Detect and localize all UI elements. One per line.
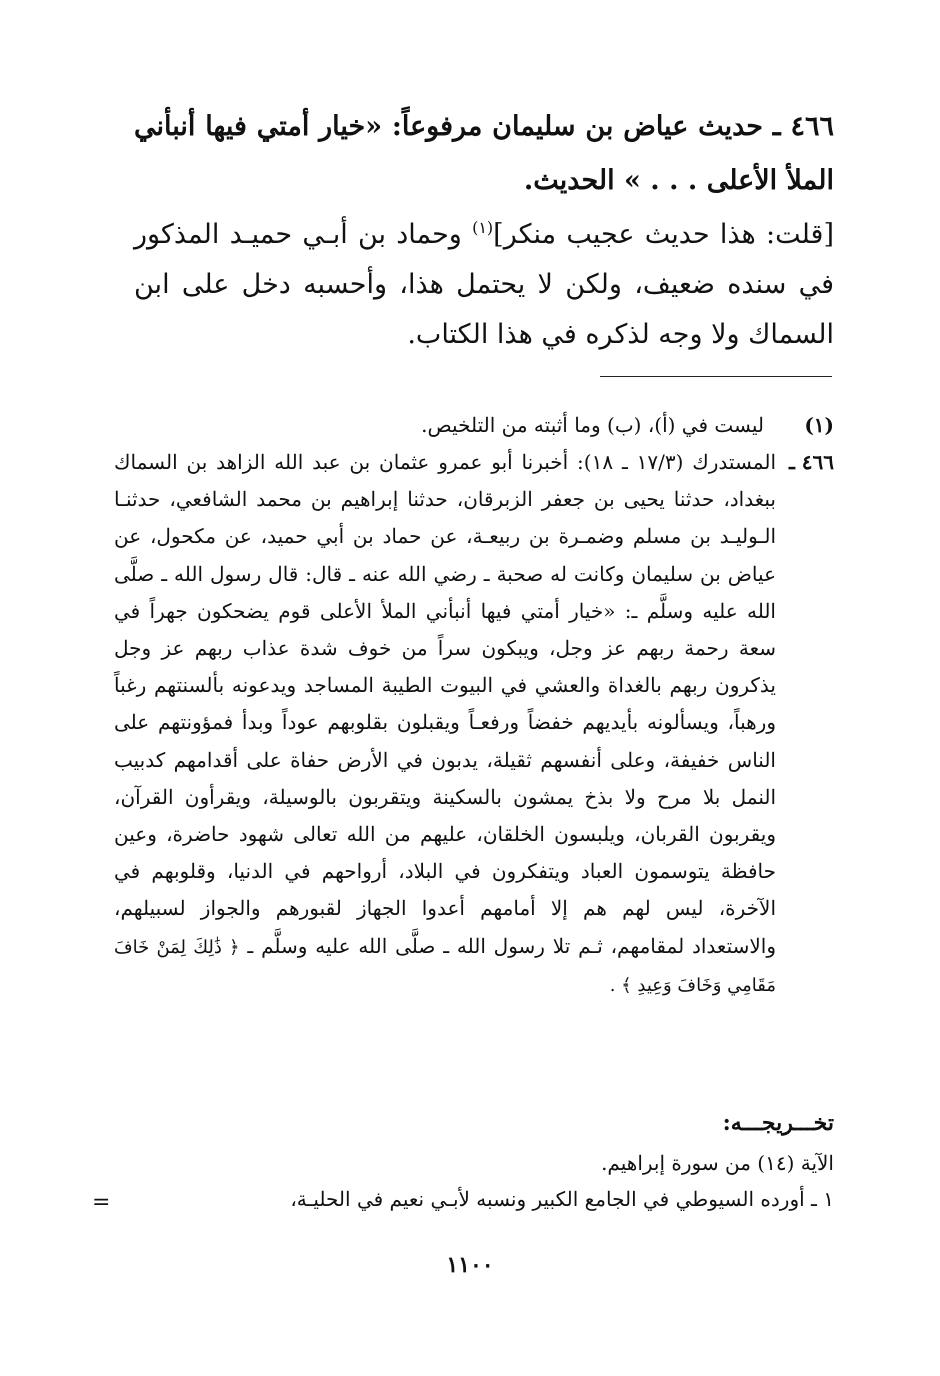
editor-note-open: [قلت: هذا حديث عجيب منكر] xyxy=(493,219,834,250)
footnote-1-marker: (١) xyxy=(804,413,834,437)
hadith-heading-text: ـ حديث عياض بن سليمان مرفوعاً: «خيار أمتي فيها أنبأني الملأ الأعلى . . . » الحديث. xyxy=(134,111,834,196)
footnote-1-text: ليست في (أ)، (ب) وما أثبته من التلخيص. xyxy=(421,413,764,437)
editor-note xyxy=(134,210,834,360)
quran-verse: ﴿ ذَٰلِكَ لِمَنْ خَافَ مَقَامِي وَخَافَ وَعِيدِ ﴾ . xyxy=(114,936,776,996)
footnote-466-body xyxy=(114,444,776,1004)
takhrij-line-2: ١ ـ أورده السيوطي في الجامع الكبير ونسبه لأبـي نعيم في الحليـة، xyxy=(290,1187,834,1211)
page-number: ١١٠٠ xyxy=(446,1252,494,1278)
takhrij-line-1: الآية (١٤) من سورة إبراهيم. xyxy=(601,1151,834,1175)
continuation-mark: = xyxy=(92,1190,111,1215)
hadith-number: ٤٦٦ xyxy=(790,111,835,142)
takhrij-heading: تخـــريجـــه: xyxy=(722,1110,834,1136)
footnote-1 xyxy=(114,408,834,442)
hadith-heading xyxy=(134,100,834,208)
footnote-466-text: المستدرك (١٧/٣ ـ ١٨): أخبرنا أبو عمرو عثمان بن عبد الله الزاهد بن السماك ببغداد، حدثنا يحيى بن جعفر الزبرقان، حدثنا إبراهيم بن محمد الشافعي، حدثنـا الـوليـد بن مسلم وضمـرة بن ربيعـة، عن حماد بن أبي حميد، عن مكحول، عن عياض بن سليمان وكانت له صحبة ـ رضي الله عنه ـ قال: قال رسول الله ـ صلَّى الله عليه وسلَّم ـ: «خيار أمتي فيها أنبأني الملأ الأعلى قوم يضحكون جهراً في سعة رحمة ربهم عز وجل، ويبكون سراً من خوف شدة عذاب ربهم عز وجل يذكرون ربهم بالغداة والعشي في البيوت الطيبة المساجد ويدعونه بألسنتهم رغباً ورهباً، ويسألونه بأيديهم خفضاً ورفعـاً ويقبلون بقلوبهم عوداً وبدأ فمؤونتهم على الناس خفيفة، وعلى أنفسهم ثقيلة، يدبون في الأرض حفاة على أقدامهم كدبيب النمل بلا مرح ولا بذخ يمشون بالسكينة ويتقربون بالوسيلة، ويقرأون القرآن، ويقربون القربان، ويلبسون الخلقان، عليهم من الله تعالى شهود حاضرة، وعين حافظة يتوسمون العباد ويتفكرون في البلاد، أرواحهم في الدنيا، وقلوبهم في الآخرة، ليس لهم هم إلا أمامهم أعدوا الجهاز لقبورهم والجواز لسبيلهم، والاستعداد لمقامهم، ثـم تلا رسول الله ـ صلَّى الله عليه وسلَّم ـ xyxy=(114,450,777,958)
footnote-separator xyxy=(600,376,832,377)
footnote-466 xyxy=(114,444,834,1004)
footnote-466-marker: ٤٦٦ ـ xyxy=(788,450,834,474)
editor-note-rest: وحماد بن أبـي حميـد المذكور في سنده ضعيف، ولكن لا يحتمل هذا، وأحسبه دخل على ابن السماك ولا وجه لذكره في هذا الكتاب. xyxy=(134,219,834,350)
footnote-reference: (١) xyxy=(472,218,494,237)
